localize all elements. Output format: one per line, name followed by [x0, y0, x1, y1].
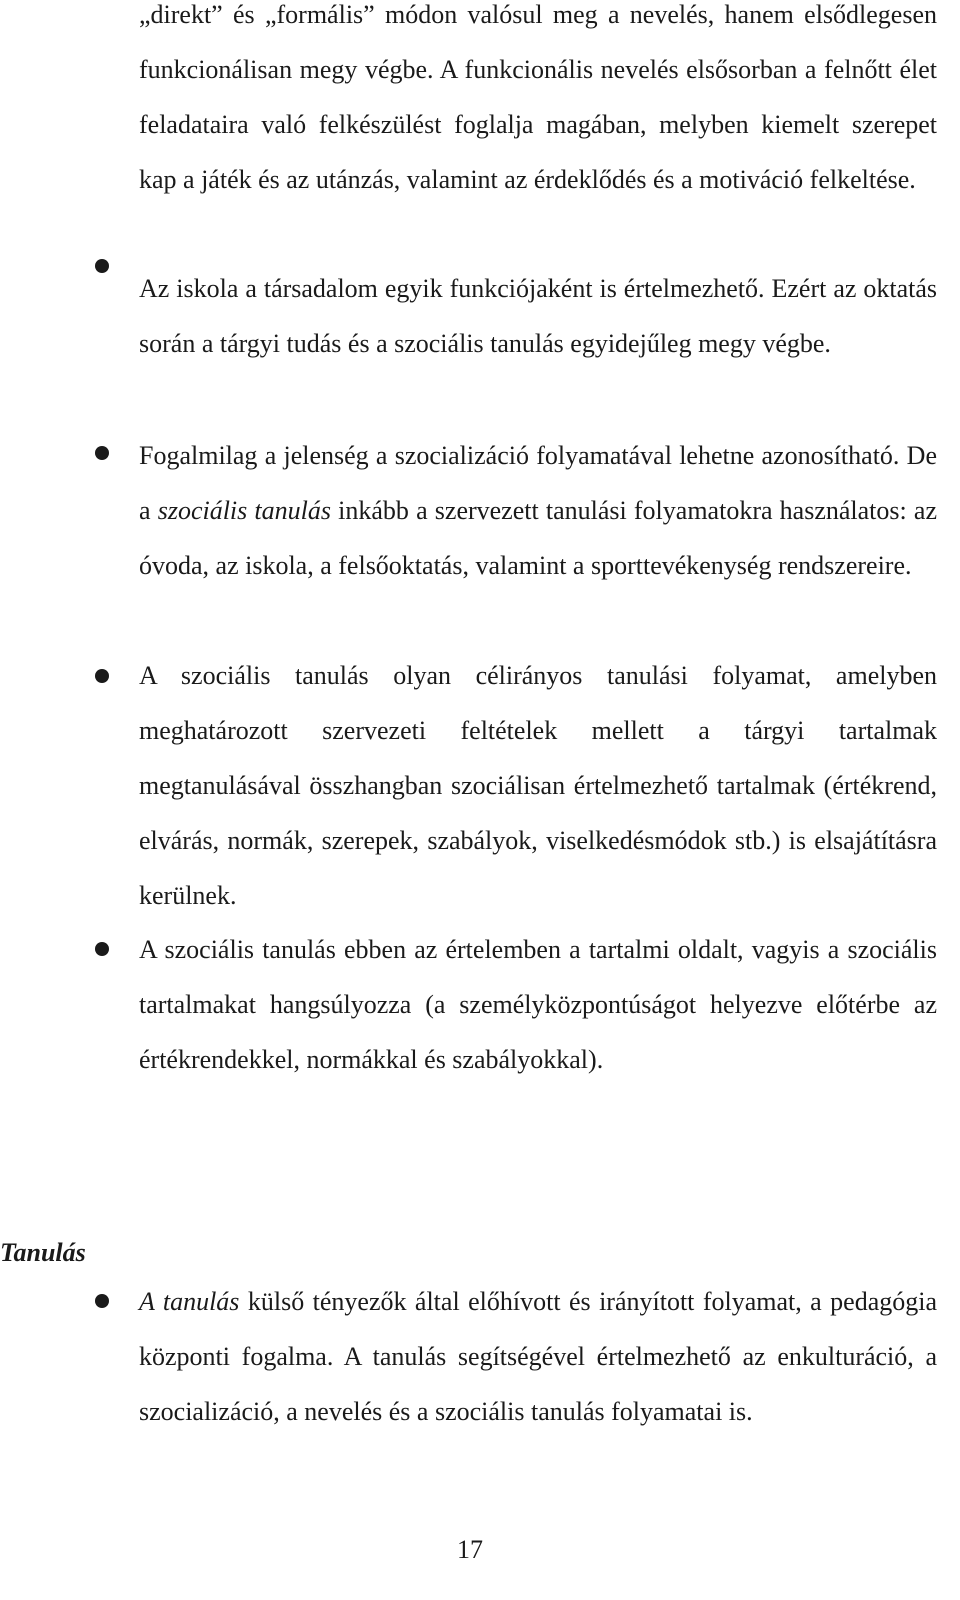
section-heading: Tanulás — [0, 1238, 86, 1267]
bullet-paragraph-learning-definition — [139, 1274, 937, 1439]
bullet-paragraph-socialization — [139, 428, 937, 593]
emphasis-learning: A tanulás — [139, 1287, 240, 1316]
text-segment: külső tényezők által előhívott és irányított folyamat, a pedagógia központi fogalma. A tanulás segítségével értelmezhető az enkulturáció, a szocializáció, a nevelés és a szociális tanulás folyamatai is. — [139, 1287, 937, 1426]
bullet-icon — [95, 669, 109, 683]
bullet-paragraph-social-learning-definition: A szociális tanulás olyan célirányos tanulási folyamat, amelyben meghatározott szervezeti feltételek mellett a tárgyi tartalmak megtanulásával összhangban szociálisan értelmezhető tartalmak (értékrend, elvárás, normák, szerepek, szabályok, viselkedésmódok stb.) is elsajátításra kerülnek. — [139, 661, 937, 910]
text-segment: inkább a szervezett tanulási folyamatokra használatos: az óvoda, az iskola, a felsőoktatás, valamint a sporttevékenység rendszereire. — [139, 496, 937, 580]
bullet-icon — [95, 446, 109, 460]
bullet-icon — [95, 1294, 109, 1308]
text-segment: Fogalmilag a jelenség a szocializáció folyamatával lehetne azonosítható. De a — [139, 441, 937, 525]
page-number: 17 — [457, 1535, 483, 1564]
continuation-paragraph: „direkt” és „formális” módon valósul meg a nevelés, hanem elsődlegesen funkcionálisan megy végbe. A funkcionális nevelés elsősorban a felnőtt élet feladataira való felkészülést foglalja magában, melyben kiemelt szerepet kap a játék és az utánzás, valamint az érdeklődés és a motiváció felkeltése. — [139, 0, 937, 194]
emphasis-social-learning: szociális tanulás — [157, 496, 331, 525]
bullet-paragraph-school: Az iskola a társadalom egyik funkciójaként is értelmezhető. Ezért az oktatás során a tárgyi tudás és a szociális tanulás egyidejűleg megy végbe. — [139, 274, 937, 358]
bullet-icon — [95, 259, 109, 273]
bullet-icon — [95, 942, 109, 956]
bullet-paragraph-social-learning-content: A szociális tanulás ebben az értelemben a tartalmi oldalt, vagyis a szociális tartalmakat hangsúlyozza (a személyközpontúságot helyezve előtérbe az értékrendekkel, normákkal és szabályokkal). — [139, 935, 937, 1074]
